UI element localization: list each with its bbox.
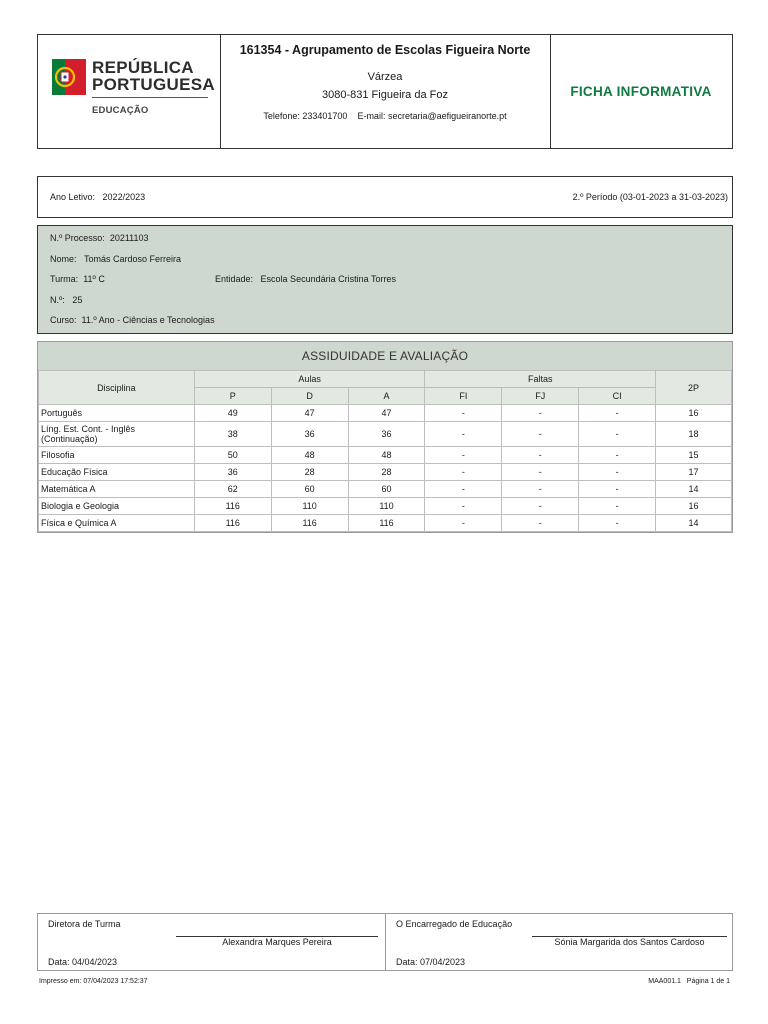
- logo-cell: [38, 35, 221, 148]
- table-cell: -: [502, 498, 579, 515]
- period-box: [37, 176, 733, 218]
- table-cell: -: [579, 464, 656, 481]
- table-cell: -: [502, 422, 579, 447]
- table-cell: 15: [656, 447, 732, 464]
- table-cell: -: [502, 447, 579, 464]
- assiduidade-title: ASSIDUIDADE E AVALIAÇÃO: [38, 342, 732, 371]
- table-cell: -: [425, 422, 502, 447]
- table-cell: 16: [656, 405, 732, 422]
- table-row: [39, 405, 732, 422]
- subheader-d: D: [271, 388, 348, 405]
- table-cell: 28: [348, 464, 425, 481]
- table-cell: 62: [194, 481, 271, 498]
- republica-portuguesa-logo: [52, 57, 215, 119]
- signature-label: Diretora de Turma: [48, 919, 121, 929]
- table-row: [39, 422, 732, 447]
- table-cell: -: [579, 498, 656, 515]
- signature-date: Data: 04/04/2023: [48, 957, 118, 967]
- school-year: [50, 192, 145, 202]
- table-cell: 110: [271, 498, 348, 515]
- table-cell: 116: [348, 515, 425, 532]
- table-cell: -: [579, 447, 656, 464]
- table-cell: 47: [348, 405, 425, 422]
- table-cell: 60: [271, 481, 348, 498]
- turma-label: Turma:: [50, 274, 79, 284]
- curso-label: Curso:: [50, 315, 77, 325]
- signature-date: Data: 07/04/2023: [396, 957, 466, 967]
- table-cell: 18: [656, 422, 732, 447]
- school-name: 161354 - Agrupamento de Escolas Figueira Norte: [239, 43, 531, 57]
- logo-text-educacao: EDUCAÇÃO: [92, 105, 149, 116]
- entidade-row: [215, 274, 396, 284]
- subheader-fi: FI: [425, 388, 502, 405]
- table-cell: 36: [194, 464, 271, 481]
- disciplina-cell: Biologia e Geologia: [39, 498, 195, 515]
- table-row: [39, 447, 732, 464]
- curso-value: 11.º Ano - Ciências e Tecnologias: [81, 315, 215, 325]
- table-cell: -: [579, 422, 656, 447]
- subheader-ci: CI: [579, 388, 656, 405]
- table-cell: 60: [348, 481, 425, 498]
- table-row: [39, 464, 732, 481]
- school-postal-address: 3080-831 Figueira da Foz: [322, 89, 448, 101]
- table-header-row: [39, 371, 732, 388]
- entidade-value: Escola Secundária Cristina Torres: [260, 274, 396, 284]
- disciplina-cell: Líng. Est. Cont. - Inglês (Continuação): [39, 422, 195, 447]
- table-cell: -: [579, 405, 656, 422]
- logo-text-republica: REPÚBLICA: [92, 58, 194, 77]
- logo-divider: [92, 97, 208, 98]
- table-cell: 50: [194, 447, 271, 464]
- table-cell: -: [502, 464, 579, 481]
- table-cell: -: [425, 405, 502, 422]
- subheader-fj: FJ: [502, 388, 579, 405]
- disciplina-cell: Física e Química A: [39, 515, 195, 532]
- school-year-value: 2022/2023: [102, 192, 146, 202]
- header-grade: 2P: [656, 371, 732, 405]
- disciplina-cell: Educação Física: [39, 464, 195, 481]
- table-cell: 28: [271, 464, 348, 481]
- numero-label: N.º:: [50, 295, 65, 305]
- table-cell: -: [425, 481, 502, 498]
- printed-timestamp: Impresso em: 07/04/2023 17:52:37: [39, 978, 148, 985]
- table-cell: 116: [194, 498, 271, 515]
- table-cell: 48: [271, 447, 348, 464]
- curso-row: [50, 315, 215, 325]
- assiduidade-table: [38, 370, 732, 532]
- table-cell: 110: [348, 498, 425, 515]
- period-text: 2.º Período (03-01-2023 a 31-03-2023): [572, 192, 728, 202]
- nome-row: [50, 254, 181, 264]
- table-row: [39, 481, 732, 498]
- table-cell: -: [579, 515, 656, 532]
- table-cell: 14: [656, 515, 732, 532]
- entidade-label: Entidade:: [215, 274, 254, 284]
- table-cell: 16: [656, 498, 732, 515]
- page-number: MAA001.1 Página 1 de 1: [648, 978, 730, 985]
- table-cell: -: [425, 464, 502, 481]
- header-aulas: Aulas: [194, 371, 425, 388]
- processo-label: N.º Processo:: [50, 233, 105, 243]
- signature-label: O Encarregado de Educação: [396, 919, 513, 929]
- table-cell: 36: [348, 422, 425, 447]
- table-cell: 38: [194, 422, 271, 447]
- table-cell: 116: [194, 515, 271, 532]
- coat-of-arms-icon: [52, 59, 86, 95]
- table-cell: 49: [194, 405, 271, 422]
- header-faltas: Faltas: [425, 371, 656, 388]
- nome-label: Nome:: [50, 254, 77, 264]
- school-year-label: Ano Letivo:: [50, 192, 96, 202]
- signature-name: Sónia Margarida dos Santos Cardoso: [554, 937, 705, 947]
- table-cell: -: [502, 515, 579, 532]
- table-cell: 48: [348, 447, 425, 464]
- assiduidade-section: [37, 341, 733, 533]
- header-disciplina: Disciplina: [39, 371, 195, 405]
- processo-row: [50, 233, 149, 243]
- signature-encarregado: [385, 914, 733, 970]
- student-info-box: [37, 225, 733, 334]
- assiduidade-table-body: [39, 405, 732, 532]
- table-cell: -: [425, 515, 502, 532]
- table-cell: 36: [271, 422, 348, 447]
- document-title: FICHA INFORMATIVA: [570, 84, 712, 99]
- turma-row: [50, 274, 105, 284]
- numero-value: 25: [72, 295, 83, 305]
- processo-value: 20211103: [109, 233, 149, 243]
- school-contacts: Telefone: 233401700 E-mail: secretaria@aefigueiranorte.pt: [263, 111, 507, 121]
- school-info-cell: [220, 35, 551, 148]
- table-row: [39, 515, 732, 532]
- disciplina-cell: Português: [39, 405, 195, 422]
- subheader-p: P: [194, 388, 271, 405]
- signatures-box: [37, 913, 733, 971]
- table-cell: 47: [271, 405, 348, 422]
- doc-title-cell: [550, 35, 732, 148]
- table-cell: -: [502, 481, 579, 498]
- disciplina-cell: Matemática A: [39, 481, 195, 498]
- table-cell: -: [579, 481, 656, 498]
- logo-text-portuguesa: PORTUGUESA: [92, 75, 215, 94]
- turma-value: 11º C: [83, 274, 105, 284]
- table-cell: -: [502, 405, 579, 422]
- disciplina-cell: Filosofia: [39, 447, 195, 464]
- table-cell: 116: [271, 515, 348, 532]
- document-header: [37, 34, 733, 149]
- nome-value: Tomás Cardoso Ferreira: [84, 254, 182, 264]
- signature-name: Alexandra Marques Pereira: [222, 937, 332, 947]
- table-row: [39, 498, 732, 515]
- subheader-a: A: [348, 388, 425, 405]
- table-cell: 17: [656, 464, 732, 481]
- school-place: Várzea: [367, 71, 403, 83]
- numero-row: [50, 295, 82, 305]
- table-cell: -: [425, 447, 502, 464]
- table-cell: -: [425, 498, 502, 515]
- table-cell: 14: [656, 481, 732, 498]
- signature-diretora: [38, 914, 385, 970]
